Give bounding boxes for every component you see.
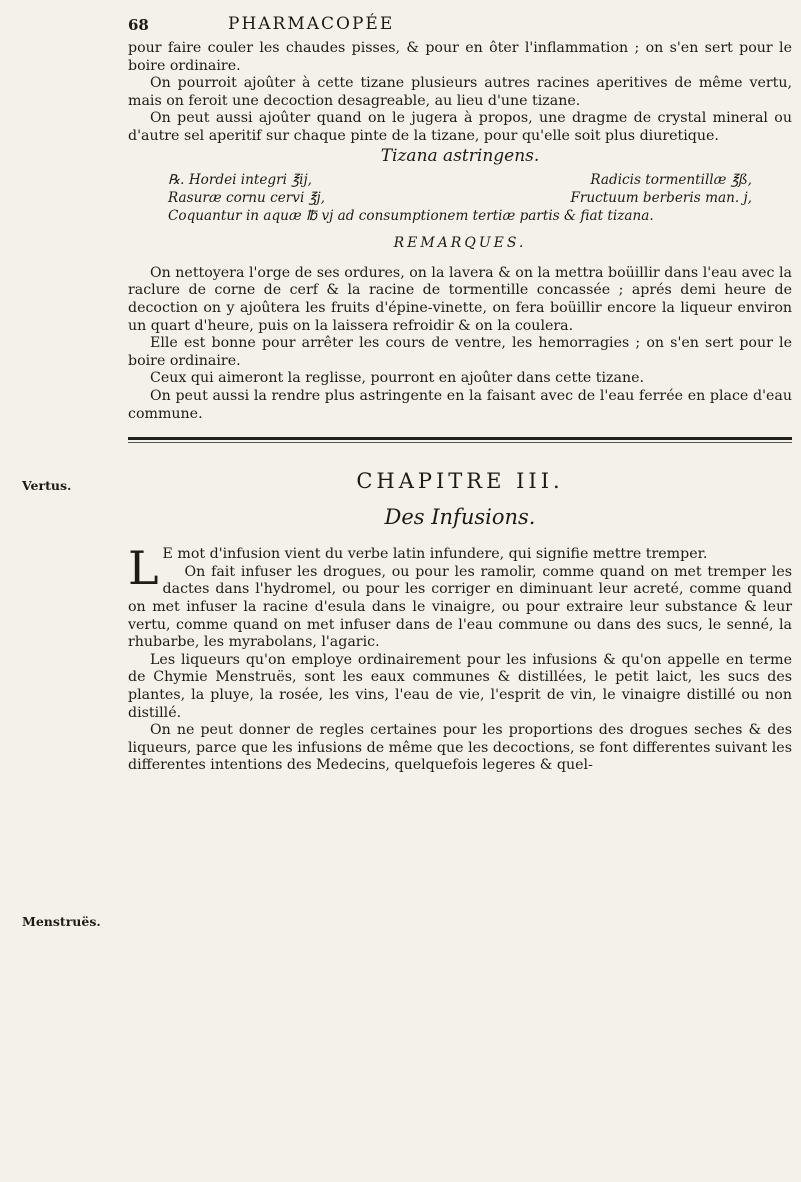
paragraph: pour faire couler les chaudes pisses, & pour en ôter l'inflammation ; on s'en sert pour le boire ordinaire. [128, 40, 792, 74]
recipe-ingredient: Rasuræ cornu cervi ℥j, [168, 190, 325, 207]
recipe-instruction: Coquantur in aquæ ℔ vj ad consumptionem tertiæ partis & fiat tizana. [168, 208, 654, 225]
divider-thin [128, 442, 792, 443]
chapter-heading: CHAPITRE III. [356, 469, 564, 494]
paragraph: Les liqueurs qu'on employe ordinairement pour les infusions & qu'on appelle en terme de Chymie Menstruës, sont les eaux communes & distillées, le petit laict, les sucs des plantes, la pluye, la rosée, les vins, l'eau de vie, l'esprit de vin, le vinaigre distillé ou non distillé. [128, 651, 792, 721]
recipe-ingredient: Radicis tormentillæ ℥ß, [590, 172, 752, 189]
paragraph: Ceux qui aimeront la reglisse, pourront en ajoûter dans cette tizane. [150, 370, 645, 387]
paragraph: On ne peut donner de regles certaines pour les proportions des drogues seches & des liqueurs, parce que les infusions de même que les decoctions, se font differentes suivant les differentes intentions des Medecins, quelquefois legeres & quel- [128, 722, 792, 774]
paragraph: On peut aussi ajoûter quand on le jugera à propos, une dragme de crystal mineral ou d'autre sel aperitif sur chaque pinte de la tizane, pour qu'elle soit plus diuretique. [128, 110, 792, 144]
recipe-ingredient: Fructuum berberis man. j, [570, 190, 752, 207]
margin-note-vertus: Vertus. [22, 478, 72, 493]
page-header [128, 14, 788, 38]
recipe-block [128, 171, 792, 225]
recipe-line [128, 171, 792, 189]
page-number: 68 [128, 16, 149, 34]
paragraph: On fait infuser les drogues, ou pour les ramolir, comme quand on met tremper les dactes dans l'hydromel, ou pour les corriger en diminuant leur acreté, comme quand on met infuser la racine d'esula dans le vinaigre, ou pour extraire leur substance & leur vertu, comme quand on met infuser dans de l'eau commune ou dans des sucs, le senné, la rhubarbe, les myrabolans, l'agaric. [128, 563, 792, 651]
running-title: PHARMACOPÉE [228, 14, 395, 34]
paragraph: Elle est bonne pour arrêter les cours de ventre, les hemorragies ; on s'en sert pour le boire ordinaire. [128, 335, 792, 369]
paragraph: On pourroit ajoûter à cette tizane plusieurs autres racines aperitives de même vertu, mais on feroit une decoction desagreable, au lieu d'une tizane. [128, 75, 792, 109]
remarques-heading: REMARQUES. [393, 235, 527, 252]
margin-note-menstrues: Menstruës. [22, 914, 101, 929]
recipe-ingredient: ℞. Hordei integri ℥ij, [168, 172, 312, 189]
recipe-line [128, 189, 792, 207]
paragraph-text: E mot d'infusion vient du verbe latin infundere, qui signifie mettre tremper. [162, 546, 708, 563]
paragraph: On peut aussi la rendre plus astringente en la faisant avec de l'eau ferrée en place d'eau commune. [128, 387, 792, 422]
chapter-first-paragraph [128, 541, 792, 596]
chapter-title: Des Infusions. [384, 504, 536, 529]
recipe-subheading: Tizana astringens. [380, 145, 540, 166]
drop-cap: L [128, 541, 159, 596]
page-body [128, 40, 792, 775]
paragraph: On nettoyera l'orge de ses ordures, on la lavera & on la mettra boüillir dans l'eau avec la raclure de corne de cerf & la racine de tormentille concassée ; aprés demi heure de decoction on y ajoûtera les fruits d'épine-vinette, on fera boüillir encore la liqueur environ un quart d'heure, puis on la laissera refroidir & on la coulera. [128, 264, 792, 334]
divider-thick [128, 437, 792, 440]
